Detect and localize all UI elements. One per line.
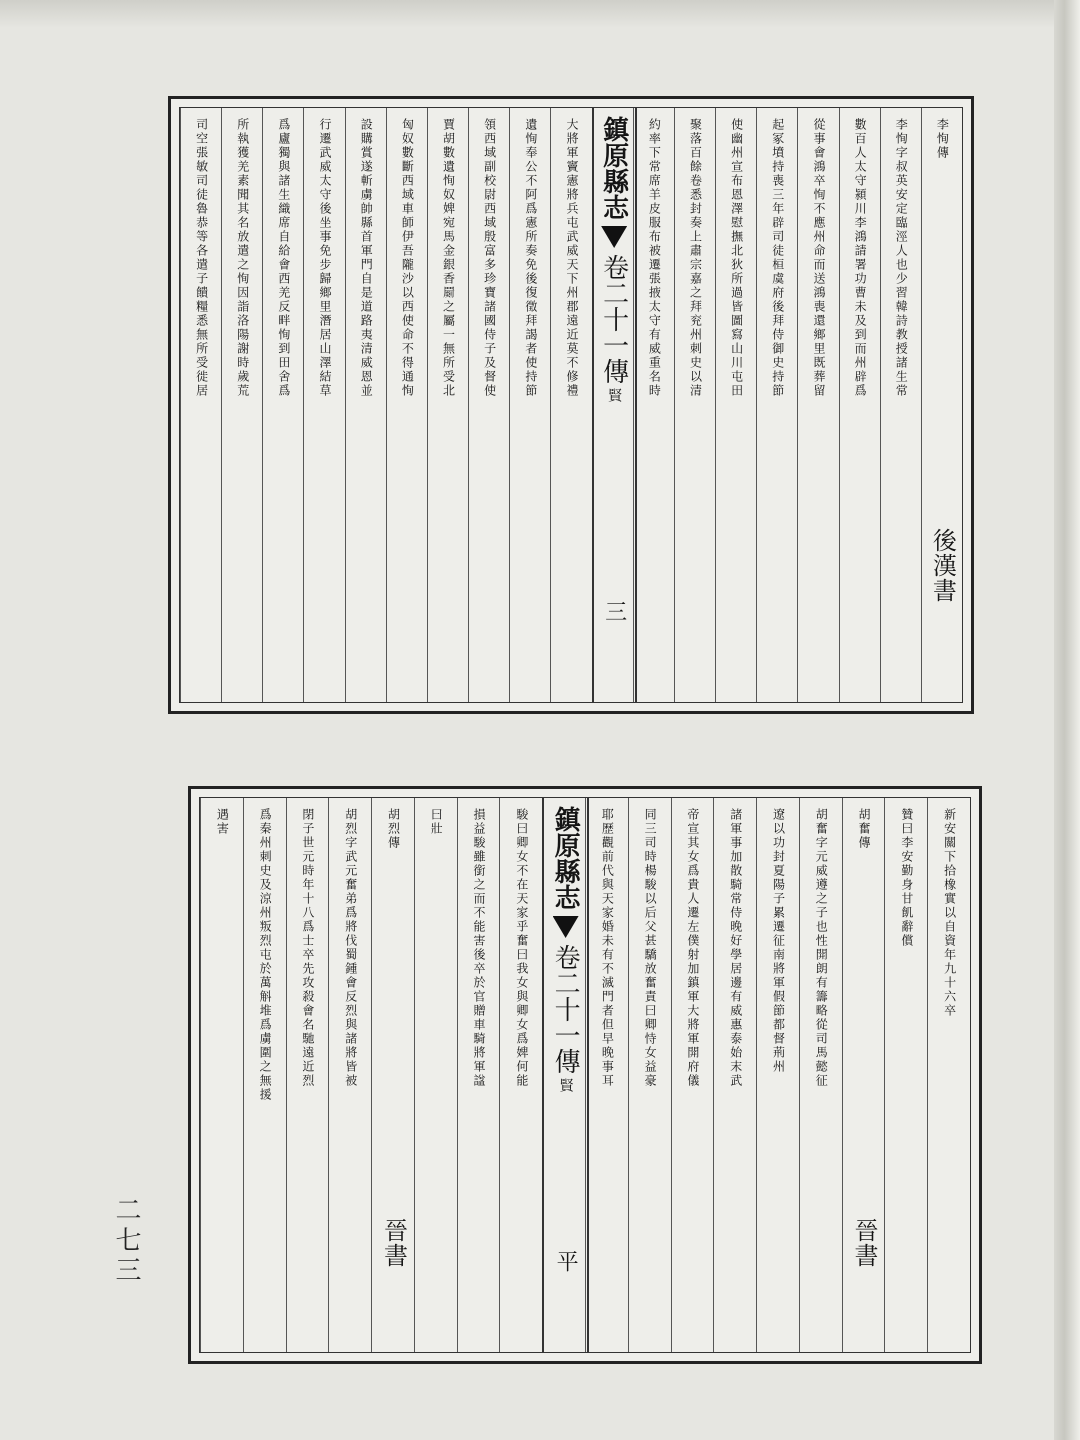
gutter-title: 鎮原縣志 — [598, 116, 629, 220]
column-text: 行遷武威太守後坐事免步歸鄉里潛居山澤結草 — [318, 118, 333, 398]
column-text: 閉子世元時年十八爲士卒先攻殺會名馳遠近烈 — [300, 808, 315, 1088]
source-book-label: 後漢書 — [928, 528, 957, 603]
column-text: 耶歷觀前代與天家婚未有不滅門者但早晚事耳 — [600, 808, 615, 1088]
column-text: 從事會鴻卒恂不應州命而送鴻喪還鄉里既葬留 — [811, 118, 826, 398]
column-text: 約率下常席羊皮服布被遷張掖太守有威重名時 — [647, 118, 662, 398]
text-column — [884, 798, 928, 1352]
page-number: 二七三 — [111, 1196, 141, 1286]
top-text-block — [168, 96, 974, 714]
text-column — [303, 108, 345, 702]
text-column — [180, 108, 222, 702]
gutter-title: 鎮原縣志 — [550, 806, 581, 910]
text-column — [756, 108, 798, 702]
text-column — [286, 798, 330, 1352]
column-text: 爲秦州刺史及涼州叛烈屯於萬斛堆爲虜圍之無援 — [258, 808, 273, 1102]
column-text: 贊曰李安勤身甘飢辭償 — [899, 808, 914, 948]
column-text: 大將軍竇憲將兵屯武威天下州郡遠近莫不修禮 — [564, 118, 579, 398]
text-column — [550, 108, 592, 702]
column-text: 匈奴數斷西域車師伊吾隴沙以西使命不得通恂 — [400, 118, 415, 398]
text-column — [880, 108, 922, 702]
text-column — [221, 108, 263, 702]
gutter-section: 傳 — [598, 358, 629, 384]
text-column — [921, 108, 963, 702]
column-text: 設購賞遂斬虜帥縣首軍門自是道路夷清威恩並 — [359, 118, 374, 398]
column-text: 起冢墳持喪三年辟司徒桓虞府後拜侍御史持節 — [770, 118, 785, 398]
text-column — [713, 798, 757, 1352]
text-column — [509, 108, 551, 702]
text-column — [414, 798, 458, 1352]
column-text: 同三司時楊駿以后父甚驕放奮責曰卿恃女益豪 — [643, 808, 658, 1088]
column-text: 胡奮字元威遵之子也性開朗有籌略從司馬懿征 — [814, 808, 829, 1088]
column-text: 李恂字叔英安定臨涇人也少習韓詩教授諸生常 — [894, 118, 909, 398]
column-text: 爲廬獨與諸生織席自給會西羌反畔恂到田舍爲 — [276, 118, 291, 398]
column-text: 諸軍事加散騎常侍晚好學居邊有威惠泰始末武 — [728, 808, 743, 1088]
center-gutter — [542, 798, 589, 1352]
gutter-number: 平 — [553, 1250, 579, 1272]
text-column — [262, 108, 304, 702]
column-text: 新安關下拾橡實以自資年九十六卒 — [942, 808, 957, 1018]
text-column — [200, 798, 244, 1352]
fish-tail-mark-icon — [553, 916, 579, 938]
source-book-label: 晉書 — [850, 1218, 879, 1268]
bottom-text-block — [188, 786, 982, 1364]
gutter-number: 三 — [601, 600, 627, 622]
gutter-sub: 賢 — [606, 388, 623, 402]
text-column — [674, 108, 716, 702]
column-text: 數百人太守潁川李鴻請署功曹未及到而州辟爲 — [853, 118, 868, 398]
source-book-label: 晉書 — [379, 1218, 408, 1268]
text-column — [427, 108, 469, 702]
text-column — [468, 108, 510, 702]
column-text: 胡烈傳 — [386, 808, 401, 850]
text-column — [927, 798, 971, 1352]
column-text: 駿曰卿女不在天家乎奮曰我女與卿女爲婢何能 — [514, 808, 529, 1088]
text-column — [797, 108, 839, 702]
column-text: 帝宣其女爲貴人遷左僕射加鎮軍大將軍開府儀 — [685, 808, 700, 1088]
text-column — [386, 108, 428, 702]
column-text: 所執獲羌素聞其名放遣之恂因詣洛陽謝時歲荒 — [235, 118, 250, 398]
text-column — [671, 798, 715, 1352]
gutter-sub: 賢 — [557, 1078, 574, 1092]
gutter-section: 傳 — [550, 1048, 581, 1074]
text-column — [243, 798, 287, 1352]
gutter-juan: 卷二十一 — [550, 944, 581, 1048]
column-text: 曰壯 — [429, 808, 444, 836]
text-column — [371, 798, 415, 1352]
text-column — [457, 798, 501, 1352]
text-column — [345, 108, 387, 702]
column-text: 賈胡數遺恂奴婢宛馬金銀香罽之屬一無所受北 — [441, 118, 456, 398]
column-text: 損益駿雖銜之而不能害後卒於官贈車騎將軍諡 — [472, 808, 487, 1088]
page-top-shadow — [0, 0, 1080, 28]
column-text: 領西域副校尉西域殷富多珍寶諸國侍子及督使 — [482, 118, 497, 398]
text-column — [756, 798, 800, 1352]
text-column — [715, 108, 757, 702]
text-column — [328, 798, 372, 1352]
text-column — [842, 798, 886, 1352]
column-text: 遇害 — [215, 808, 230, 836]
text-column — [633, 108, 675, 702]
center-gutter — [592, 108, 637, 702]
column-text: 聚落百餘卷悉封奏上肅宗嘉之拜兖州刺史以清 — [688, 118, 703, 398]
gutter-juan: 卷二十一 — [598, 254, 629, 358]
column-text: 李恂傳 — [935, 118, 950, 160]
column-text: 司空張敏司徒魯恭等各遣子饋糧悉無所受徙居 — [194, 118, 209, 398]
bottom-text-frame — [199, 797, 971, 1353]
text-column — [499, 798, 543, 1352]
text-column — [585, 798, 629, 1352]
book-edge — [1054, 0, 1080, 1440]
column-text: 胡烈字武元奮弟爲將伐蜀鍾會反烈與諸將皆被 — [343, 808, 358, 1088]
column-text: 使幽州宣布恩澤慰撫北狄所過皆圖寫山川屯田 — [729, 118, 744, 398]
column-text: 遺恂奉公不阿爲憲所奏免後復徵拜謁者使持節 — [523, 118, 538, 398]
text-column — [799, 798, 843, 1352]
column-text: 胡奮傳 — [857, 808, 872, 850]
text-column — [839, 108, 881, 702]
top-text-frame — [179, 107, 963, 703]
column-text: 遼以功封夏陽子累遷征南將軍假節都督荊州 — [771, 808, 786, 1074]
text-column — [628, 798, 672, 1352]
fish-tail-mark-icon — [601, 226, 627, 248]
